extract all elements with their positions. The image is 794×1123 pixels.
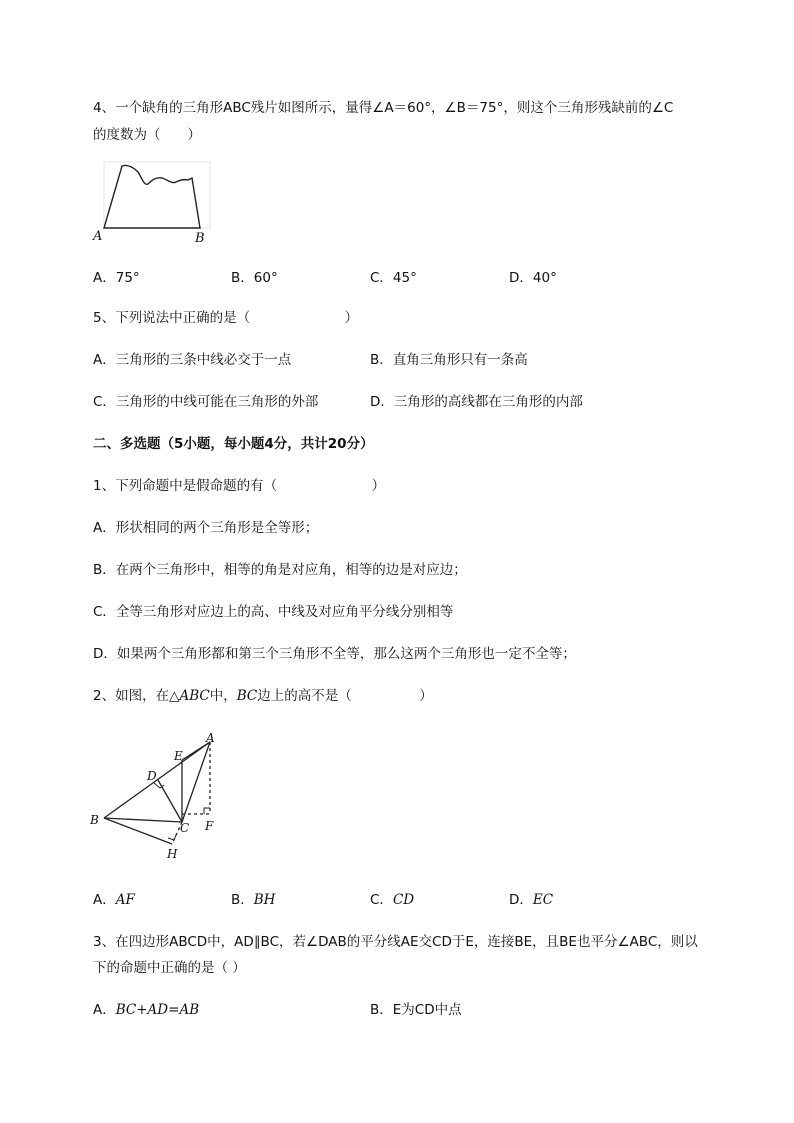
m2-label-b: B [90,813,99,827]
m2-option-d-value: EC [532,892,554,908]
m2-option-d [509,890,553,910]
q4-option-c: C．45° [370,270,417,286]
m2-label-h: H [167,847,178,861]
q5-option-a: A．三角形的三条中线必交于一点 [93,352,292,368]
m1-option-a: A．形状相同的两个三角形是全等形； [93,520,319,536]
section-heading-multiple-choice: 二、多选题（5小题，每小题4分，共计20分） [93,436,374,452]
q5-option-b: B．直角三角形只有一条高 [370,352,528,368]
m3-option-b-prefix: B． [370,1002,393,1018]
m2-label-e: E [174,749,183,763]
m2-label-d: D [147,769,157,783]
q4-option-b: B．60° [231,270,278,286]
m3-option-a-prefix: A． [93,1002,116,1018]
m2-label-c: C [180,821,190,835]
m3-stem-line1: 3、在四边形ABCD中，AD∥BC，若∠DAB的平分线AE交CD于E，连接BE，且BE也平分∠ABC，则以 [93,934,698,950]
m2-option-c [370,890,414,910]
q5-option-d: D．三角形的高线都在三角形的内部 [370,394,583,410]
m2-option-c-prefix: C． [370,892,393,908]
m2-option-a-prefix: A． [93,892,116,908]
m2-stem-part3: 边上的高不是（ ） [257,688,433,704]
q4-triangle-outline [104,165,200,228]
m3-option-a-value: BC+AD=AB [115,1002,200,1018]
m2-label-a: A [206,731,215,745]
m2-option-b [231,890,275,910]
m2-stem [93,686,433,706]
m2-stem-part2: 中， [209,688,237,704]
m2-option-a [93,890,135,910]
m2-option-d-prefix: D． [509,892,533,908]
m2-stem-bc: BC [236,688,258,704]
m3-option-b [370,1000,462,1020]
m3-option-a [93,1000,199,1020]
m2-stem-part1: 2、如图，在△ [93,688,180,704]
m2-stem-abc: ABC [179,688,210,704]
m2-option-c-value: CD [392,892,415,908]
m3-option-b-value: E为CD中点 [392,1002,462,1018]
m2-option-b-value: BH [253,892,276,908]
q4-stem-line2: 的度数为（ ） [93,127,201,143]
q4-label-b: B [195,231,205,246]
q4-stem-line1: 4、一个缺角的三角形ABC残片如图所示，量得∠A＝60°，∠B＝75°，则这个三角形残缺前的∠C [93,100,674,116]
q4-option-a: A．75° [93,270,140,286]
m2-option-a-value: AF [115,892,135,908]
q4-label-a: A [93,229,103,244]
m1-option-c: C．全等三角形对应边上的高、中线及对应角平分线分别相等 [93,604,454,620]
q5-option-c: C．三角形的中线可能在三角形的外部 [93,394,319,410]
m1-option-b: B．在两个三角形中，相等的角是对应角，相等的边是对应边； [93,562,467,578]
m1-stem: 1、下列命题中是假命题的有（ ） [93,478,386,494]
m2-option-b-prefix: B． [231,892,254,908]
m1-option-d: D．如果两个三角形都和第三个三角形不全等，那么这两个三角形也一定不全等； [93,646,576,662]
q4-option-d: D．40° [509,270,557,286]
q4-broken-triangle-figure [90,160,215,246]
q5-stem: 5、下列说法中正确的是（ ） [93,310,359,326]
m3-stem-line2: 下的命题中正确的是（ ） [93,960,246,976]
m2-label-f: F [205,819,214,833]
m2-triangle-heights-figure [88,728,228,868]
